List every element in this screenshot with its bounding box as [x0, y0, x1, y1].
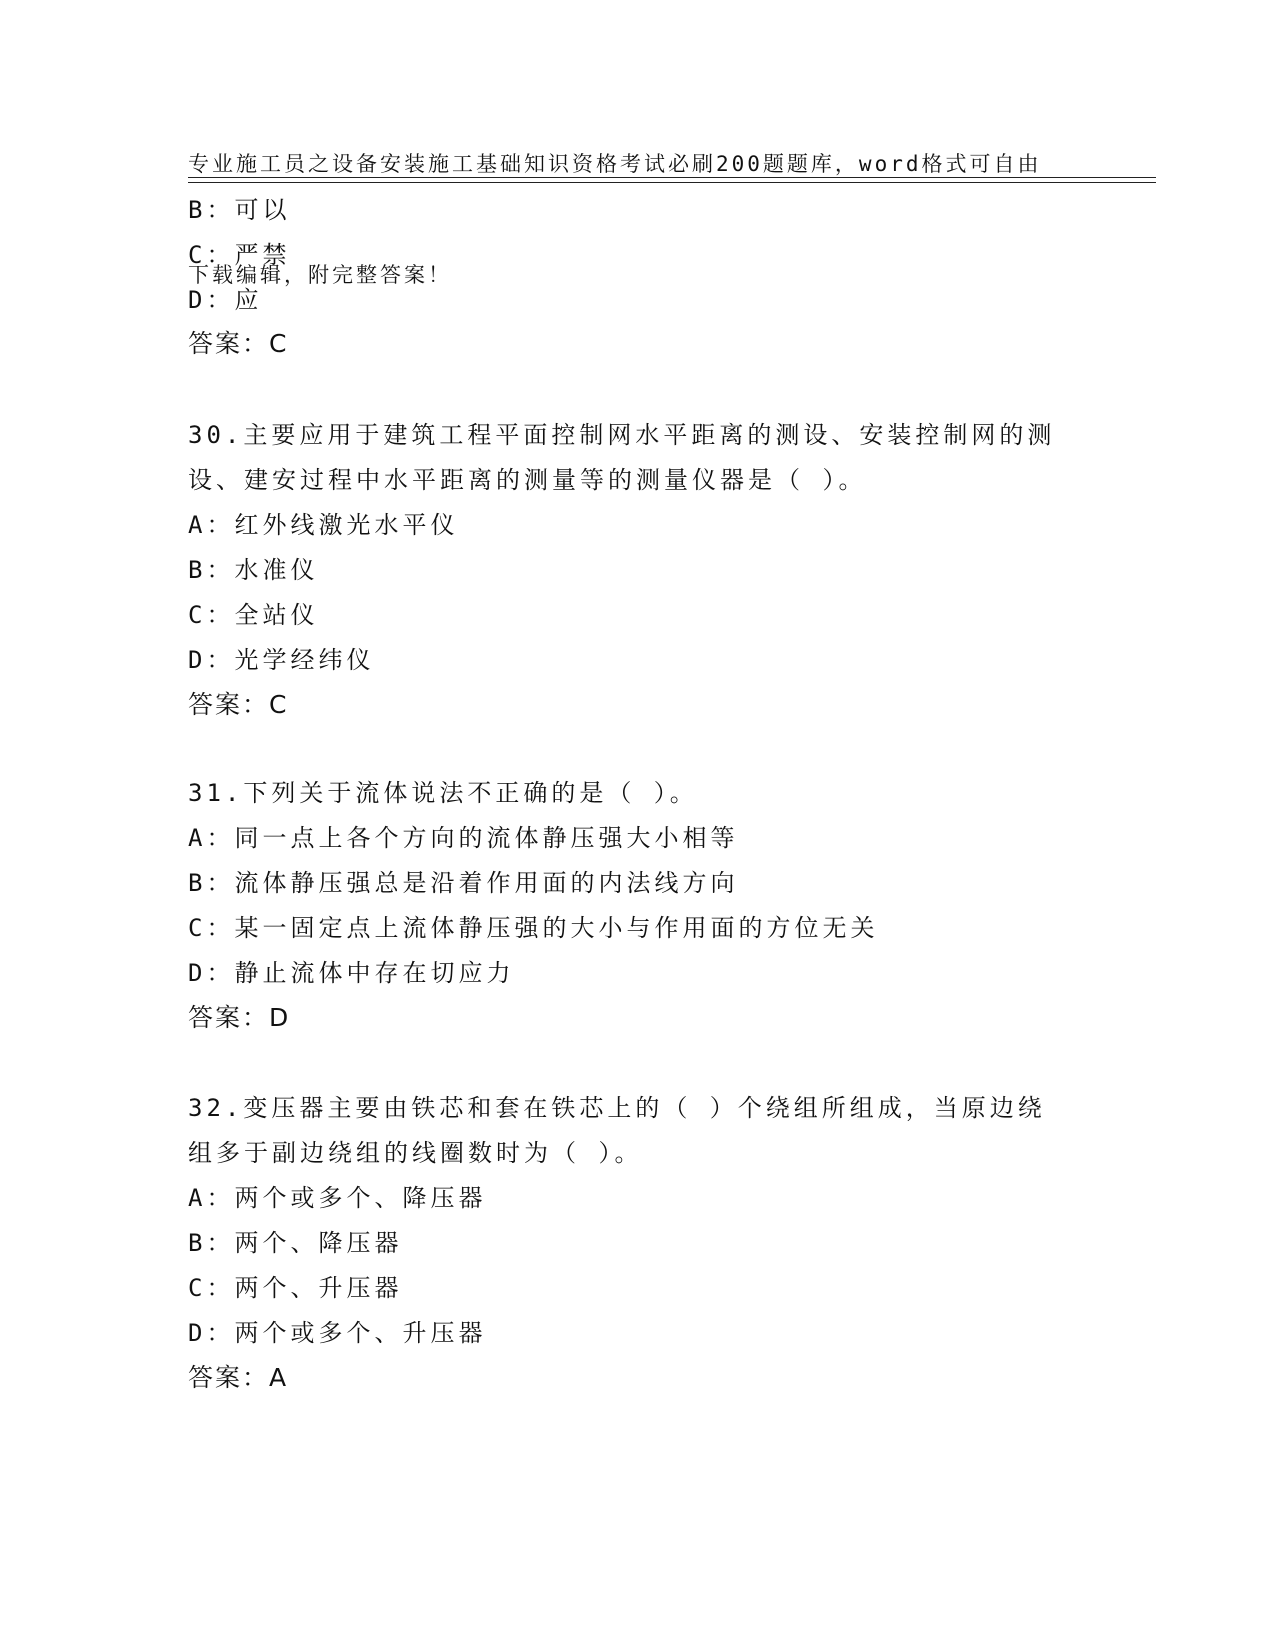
q31-stem-line-1: 31.下列关于流体说法不正确的是（ ）。: [188, 779, 698, 807]
page-header: [188, 72, 1088, 331]
q32-answer: 答案：A: [188, 1363, 289, 1392]
q32-stem-line-1: 32.变压器主要由铁芯和套在铁芯上的（ ）个绕组所组成，当原边绕: [188, 1094, 1046, 1122]
q29-option-b: B：可以: [188, 196, 291, 224]
header-line-1: 专业施工员之设备安装施工基础知识资格考试必刷200题题库，word格式可自由: [188, 152, 1042, 176]
q31-answer: 答案：D: [188, 1003, 291, 1032]
header-line-2: 下载编辑，附完整答案！: [188, 263, 452, 287]
q30-option-a: A：红外线激光水平仪: [188, 511, 459, 539]
q31-option-d: D：静止流体中存在切应力: [188, 959, 515, 987]
q29-answer: 答案：C: [188, 329, 289, 358]
q31-option-b: B：流体静压强总是沿着作用面的内法线方向: [188, 869, 739, 897]
q31-option-a: A：同一点上各个方向的流体静压强大小相等: [188, 824, 739, 852]
q30-stem-line-1: 30.主要应用于建筑工程平面控制网水平距离的测设、安装控制网的测: [188, 421, 1056, 449]
q31-option-c: C：某一固定点上流体静压强的大小与作用面的方位无关: [188, 914, 879, 942]
q30-stem-line-2: 设、建安过程中水平距离的测量等的测量仪器是（ ）。: [188, 466, 867, 494]
q30-option-c: C：全站仪: [188, 601, 319, 629]
q32-option-c: C：两个、升压器: [188, 1274, 403, 1302]
q32-option-b: B：两个、降压器: [188, 1229, 403, 1257]
q29-option-c: C：严禁: [188, 241, 291, 269]
q29-option-d: D：应: [188, 286, 263, 314]
header-divider-bottom: [188, 182, 1156, 183]
q30-answer: 答案：C: [188, 690, 289, 719]
q32-option-d: D：两个或多个、升压器: [188, 1319, 487, 1347]
q30-option-b: B：水准仪: [188, 556, 319, 584]
header-divider-top: [188, 177, 1156, 178]
q30-option-d: D：光学经纬仪: [188, 646, 375, 674]
q32-option-a: A：两个或多个、降压器: [188, 1184, 487, 1212]
q32-stem-line-2: 组多于副边绕组的线圈数时为（ ）。: [188, 1139, 643, 1167]
